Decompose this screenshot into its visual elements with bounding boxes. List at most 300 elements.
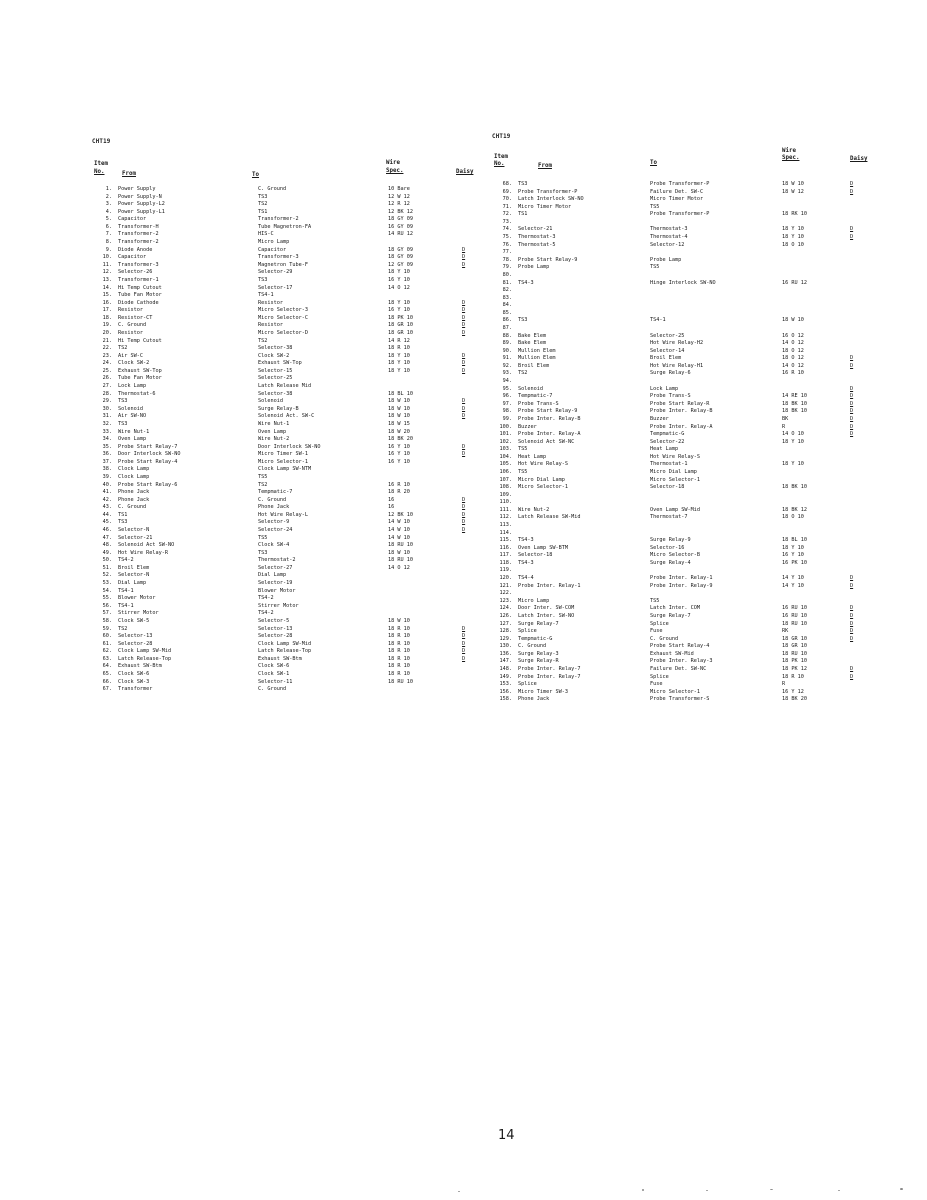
item-number: 44. bbox=[102, 511, 112, 518]
item-number: 21. bbox=[102, 337, 112, 344]
wire-spec-cell: R bbox=[782, 681, 786, 688]
table-row bbox=[92, 436, 482, 444]
item-number: 124. bbox=[499, 605, 512, 612]
item-number: 95. bbox=[502, 385, 512, 392]
from-cell: Hi Temp Cutout bbox=[118, 337, 162, 344]
item-number: 83. bbox=[502, 294, 512, 301]
item-number: 14. bbox=[102, 284, 112, 291]
daisy-cell: D bbox=[462, 246, 466, 253]
from-cell: Splice bbox=[518, 681, 537, 688]
to-cell: Surge Relay-9 bbox=[650, 537, 691, 544]
item-number: 121. bbox=[499, 582, 512, 589]
wire-spec-cell: 16 Y 10 bbox=[388, 458, 410, 465]
item-number: 102. bbox=[499, 438, 512, 445]
daisy-header: Daisy bbox=[850, 156, 868, 162]
to-cell: TS1 bbox=[258, 208, 268, 215]
to-cell: Blower Motor bbox=[258, 587, 296, 594]
item-number: 158. bbox=[499, 696, 512, 703]
page-number: 14 bbox=[498, 1128, 515, 1143]
from-cell: Phone Jack bbox=[118, 489, 150, 496]
item-number: 112. bbox=[499, 514, 512, 521]
to-cell: Dial Lamp bbox=[258, 572, 287, 579]
to-cell: Selector-38 bbox=[258, 390, 293, 397]
wire-spec-cell: 16 bbox=[388, 496, 395, 503]
item-number: 38. bbox=[102, 466, 112, 473]
item-number: 89. bbox=[502, 340, 512, 347]
to-cell: Selector-28 bbox=[258, 633, 293, 640]
to-cell: Hinge Interlock SW-NO bbox=[650, 279, 716, 286]
wire-spec-cell: 18 O 12 bbox=[782, 347, 804, 354]
daisy-header: Daisy bbox=[456, 169, 474, 175]
from-cell: Exhaust SW-Btm bbox=[118, 663, 162, 670]
from-cell: Probe Trans-S bbox=[518, 400, 559, 407]
item-number: 148. bbox=[499, 666, 512, 672]
table-row bbox=[492, 439, 892, 447]
to-cell: Hot Wire Relay-H2 bbox=[650, 340, 704, 347]
table-row bbox=[92, 527, 482, 535]
table-row bbox=[92, 550, 482, 558]
to-cell: Clock SW-4 bbox=[258, 542, 290, 549]
wire-spec-cell: 14 W 10 bbox=[388, 527, 410, 534]
to-cell: TS4-1 bbox=[650, 317, 666, 324]
table-header bbox=[492, 142, 892, 181]
daisy-cell: D bbox=[462, 360, 466, 367]
item-number: 87. bbox=[502, 324, 512, 331]
from-cell: Solenoid Act SW-NC bbox=[518, 438, 575, 445]
item-number: 46. bbox=[102, 527, 112, 534]
item-number: 73. bbox=[502, 218, 512, 225]
table-row bbox=[492, 454, 892, 462]
daisy-cell: D bbox=[462, 398, 466, 405]
wire-spec-cell: 18 RU 10 bbox=[388, 542, 413, 549]
to-cell: TS2 bbox=[258, 201, 268, 208]
daisy-cell: D bbox=[850, 355, 854, 362]
from-cell: Probe Inter. Relay-7 bbox=[518, 673, 581, 680]
to-cell: C. Ground bbox=[258, 496, 287, 503]
table-row bbox=[492, 666, 892, 674]
table-row bbox=[92, 618, 482, 626]
to-cell: Latch Release-Top bbox=[258, 648, 312, 655]
item-number: 42. bbox=[102, 496, 112, 503]
daisy-cell: D bbox=[462, 307, 466, 314]
from-cell: Phone Jack bbox=[518, 696, 550, 703]
wire-spec-cell: 18 Y 10 bbox=[388, 367, 410, 374]
item-number: 108. bbox=[499, 484, 512, 491]
to-cell: Transformer-3 bbox=[258, 254, 299, 261]
to-cell: Wire Nut-1 bbox=[258, 420, 290, 427]
from-cell: Probe Inter. Relay-B bbox=[518, 415, 581, 422]
daisy-cell: D bbox=[462, 254, 466, 261]
item-number: 149. bbox=[499, 673, 512, 680]
from-cell: Thermostat-5 bbox=[518, 241, 556, 248]
item-number: 35. bbox=[102, 443, 112, 450]
to-cell: Probe Trans-S bbox=[650, 393, 691, 400]
from-cell: Transformer-3 bbox=[118, 261, 159, 268]
table-row bbox=[492, 552, 892, 560]
wire-spec-cell: 18 R 10 bbox=[388, 671, 410, 677]
wire-header: Wire bbox=[782, 148, 796, 154]
daisy-cell: D bbox=[850, 415, 854, 422]
table-row bbox=[492, 567, 892, 575]
item-number: 90. bbox=[502, 347, 512, 354]
from-cell: Power Supply-L2 bbox=[118, 201, 165, 208]
from-cell: Hot Wire Relay-S bbox=[518, 461, 568, 468]
to-cell: TS3 bbox=[258, 193, 268, 200]
table-row bbox=[92, 209, 482, 217]
from-cell: Air SW-C bbox=[118, 352, 143, 359]
spec-header: Spec. bbox=[782, 155, 800, 161]
to-cell: Selector-18 bbox=[650, 484, 685, 491]
to-cell: TS5 bbox=[258, 534, 268, 541]
daisy-cell: D bbox=[850, 628, 854, 635]
item-number: 30. bbox=[102, 405, 112, 412]
item-number: 25. bbox=[102, 367, 112, 374]
table-row bbox=[92, 262, 482, 270]
table-row bbox=[492, 424, 892, 432]
daisy-cell: D bbox=[462, 648, 466, 655]
table-row bbox=[92, 413, 482, 421]
item-number: 2. bbox=[105, 193, 112, 200]
from-cell: Selector-N bbox=[118, 572, 150, 579]
table-row bbox=[492, 590, 892, 598]
table-row bbox=[492, 348, 892, 356]
wire-spec-cell: 16 Y 10 bbox=[782, 552, 804, 559]
to-cell: Selector-25 bbox=[650, 332, 685, 339]
wire-spec-cell: 16 RU 10 bbox=[782, 612, 807, 619]
wire-spec-cell: 16 bbox=[388, 504, 395, 511]
item-number: 91. bbox=[502, 355, 512, 362]
daisy-cell: D bbox=[462, 405, 466, 412]
from-cell: Probe Start Relay-6 bbox=[118, 481, 178, 488]
table-row bbox=[92, 497, 482, 505]
daisy-cell: D bbox=[462, 511, 466, 518]
table-row bbox=[92, 466, 482, 474]
table-row bbox=[92, 663, 482, 671]
from-cell: Stirrer Motor bbox=[118, 610, 159, 617]
wire-spec-cell: 16 Y 10 bbox=[388, 276, 410, 283]
item-number: 16. bbox=[102, 299, 112, 306]
item-number: 58. bbox=[102, 617, 112, 624]
item-number: 57. bbox=[102, 610, 112, 617]
item-number: 17. bbox=[102, 307, 112, 314]
daisy-cell: D bbox=[462, 299, 466, 306]
item-number: 1. bbox=[105, 186, 112, 192]
to-cell: Selector-11 bbox=[258, 678, 293, 685]
to-cell: TS4-2 bbox=[258, 610, 274, 617]
table-row bbox=[492, 401, 892, 409]
wire-spec-cell: 18 BK 20 bbox=[388, 436, 413, 443]
daisy-cell: D bbox=[462, 352, 466, 359]
to-cell: C. Ground bbox=[258, 686, 287, 693]
item-number: 71. bbox=[502, 203, 512, 210]
table-row bbox=[492, 378, 892, 386]
wire-spec-cell: 14 O 10 bbox=[782, 431, 804, 438]
from-cell: TS3 bbox=[518, 181, 528, 187]
to-cell: Hot Wire Relay-L bbox=[258, 511, 308, 518]
from-cell: C. Ground bbox=[518, 643, 547, 650]
table-row bbox=[492, 226, 892, 234]
wire-spec-cell: R bbox=[782, 423, 786, 430]
table-row bbox=[92, 656, 482, 664]
wire-spec-cell: 18 W 20 bbox=[388, 428, 410, 435]
daisy-cell: D bbox=[850, 635, 854, 642]
from-cell: TS2 bbox=[118, 625, 128, 632]
to-cell: TS3 bbox=[258, 549, 268, 556]
wire-spec-cell: 10 Bare bbox=[388, 186, 410, 192]
wire-spec-cell: 18 R 20 bbox=[388, 489, 410, 496]
daisy-cell: D bbox=[850, 423, 854, 430]
table-row bbox=[492, 272, 892, 280]
to-cell: Micro Selector-1 bbox=[258, 458, 308, 465]
item-number: 76. bbox=[502, 241, 512, 248]
table-row bbox=[492, 302, 892, 310]
item-number: 51. bbox=[102, 564, 112, 571]
table-row bbox=[92, 194, 482, 202]
daisy-cell: D bbox=[850, 393, 854, 400]
daisy-cell: D bbox=[462, 625, 466, 632]
from-cell: TS3 bbox=[118, 398, 128, 405]
from-cell: Selector-21 bbox=[118, 534, 153, 541]
wire-spec-cell: 18 W 10 bbox=[782, 181, 804, 187]
wire-spec-cell: 18 Y 10 bbox=[782, 226, 804, 233]
table-row bbox=[492, 522, 892, 530]
item-number: 34. bbox=[102, 436, 112, 443]
table-body bbox=[92, 186, 482, 694]
table-row bbox=[492, 658, 892, 666]
item-number: 27. bbox=[102, 383, 112, 390]
item-number: 7. bbox=[105, 231, 112, 238]
item-number: 41. bbox=[102, 489, 112, 496]
item-number: 55. bbox=[102, 595, 112, 602]
from-cell: Micro Lamp bbox=[518, 597, 550, 604]
from-cell: Clock SW-6 bbox=[118, 671, 150, 677]
from-cell: Resistor bbox=[118, 329, 143, 336]
table-row bbox=[92, 572, 482, 580]
from-cell: Clock Lamp bbox=[118, 466, 150, 473]
to-cell: Latch Inter. COM bbox=[650, 605, 700, 612]
to-cell: Stirrer Motor bbox=[258, 602, 299, 609]
item-number: 86. bbox=[502, 317, 512, 324]
from-cell: TS4-1 bbox=[118, 602, 134, 609]
from-cell: Heat Lamp bbox=[518, 453, 547, 460]
item-number: 114. bbox=[499, 529, 512, 536]
item-number: 3. bbox=[105, 201, 112, 208]
daisy-cell: D bbox=[850, 385, 854, 392]
scan-speck bbox=[900, 1188, 903, 1190]
from-cell: Wire Nut-2 bbox=[518, 506, 550, 513]
wire-spec-cell: 12 GY 09 bbox=[388, 261, 413, 268]
table-row bbox=[92, 186, 482, 194]
to-cell: Selector-29 bbox=[258, 269, 293, 276]
daisy-cell: D bbox=[850, 620, 854, 627]
table-row bbox=[492, 651, 892, 659]
table-row bbox=[92, 391, 482, 399]
table-row bbox=[92, 254, 482, 262]
to-cell: Tempmatic-G bbox=[650, 431, 685, 438]
wire-spec-cell: 18 GY 09 bbox=[388, 254, 413, 261]
from-cell: TS3 bbox=[118, 420, 128, 427]
wire-spec-cell: 18 GY 09 bbox=[388, 246, 413, 253]
table-row bbox=[492, 181, 892, 189]
to-cell: Surge Relay-B bbox=[258, 405, 299, 412]
to-cell: TS2 bbox=[258, 337, 268, 344]
table-row bbox=[492, 560, 892, 568]
to-cell: TS5 bbox=[650, 264, 660, 271]
item-number: 45. bbox=[102, 519, 112, 526]
item-number: 56. bbox=[102, 602, 112, 609]
item-number: 109. bbox=[499, 491, 512, 498]
left-wire-table bbox=[92, 138, 482, 694]
to-cell: Lock Lamp bbox=[650, 385, 679, 392]
from-cell: Mullion Elem bbox=[518, 347, 556, 354]
item-number: 12. bbox=[102, 269, 112, 276]
item-number: 147. bbox=[499, 658, 512, 665]
wire-spec-cell: 18 GR 10 bbox=[388, 322, 413, 329]
to-cell: TS5 bbox=[650, 597, 660, 604]
daisy-cell: D bbox=[462, 367, 466, 374]
daisy-cell: D bbox=[462, 655, 466, 662]
item-number: 99. bbox=[502, 415, 512, 422]
table-row bbox=[92, 292, 482, 300]
scan-speck bbox=[838, 1190, 840, 1191]
wire-spec-cell: 16 Y 10 bbox=[388, 307, 410, 314]
table-row bbox=[92, 565, 482, 573]
table-row bbox=[92, 444, 482, 452]
table-row bbox=[92, 641, 482, 649]
item-number: 13. bbox=[102, 276, 112, 283]
from-cell: Bake Elem bbox=[518, 332, 547, 339]
table-row bbox=[92, 231, 482, 239]
wire-spec-cell: 18 O 10 bbox=[782, 241, 804, 248]
from-cell: Selector-28 bbox=[118, 640, 153, 647]
table-row bbox=[92, 648, 482, 656]
from-cell: Surge Relay-3 bbox=[518, 650, 559, 657]
item-number: 32. bbox=[102, 420, 112, 427]
to-cell: Heat Lamp bbox=[650, 446, 679, 453]
from-cell: Probe Start Relay-9 bbox=[518, 408, 578, 415]
item-number: 128. bbox=[499, 628, 512, 635]
item-header: Item bbox=[494, 154, 508, 160]
item-number: 111. bbox=[499, 506, 512, 513]
wire-spec-cell: 18 R 10 bbox=[388, 625, 410, 632]
item-number: 54. bbox=[102, 587, 112, 594]
from-cell: Clock SW-5 bbox=[118, 617, 150, 624]
from-cell: Air SW-NO bbox=[118, 413, 147, 420]
from-cell: Clock SW-3 bbox=[118, 678, 150, 685]
wire-spec-cell: 18 RU 10 bbox=[388, 557, 413, 564]
to-cell: Buzzer bbox=[650, 415, 669, 422]
from-cell: Probe Inter. Relay-A bbox=[518, 431, 581, 438]
wire-spec-cell: 18 Y 10 bbox=[388, 269, 410, 276]
item-number: 11. bbox=[102, 261, 112, 268]
wire-spec-cell: 18 R 10 bbox=[388, 633, 410, 640]
item-number: 113. bbox=[499, 522, 512, 529]
to-cell: Selector-22 bbox=[650, 438, 685, 445]
item-number: 93. bbox=[502, 370, 512, 377]
to-cell: Hot Wire Relay-S bbox=[650, 453, 700, 460]
from-cell: TS4-3 bbox=[518, 279, 534, 286]
wire-spec-cell: 18 O 12 bbox=[782, 355, 804, 362]
table-row bbox=[492, 408, 892, 416]
to-cell: Selector-27 bbox=[258, 564, 293, 571]
table-row bbox=[492, 492, 892, 500]
to-cell: Micro Lamp bbox=[258, 239, 290, 246]
wire-spec-cell: 14 Y 10 bbox=[782, 582, 804, 589]
item-number: 88. bbox=[502, 332, 512, 339]
from-cell: TS2 bbox=[518, 370, 528, 377]
wire-spec-cell: 18 Y 10 bbox=[782, 438, 804, 445]
from-cell: Probe Start Relay-9 bbox=[518, 256, 578, 263]
to-cell: Oven Lamp SW-Mid bbox=[650, 506, 700, 513]
wire-spec-cell: 14 RU 12 bbox=[388, 231, 413, 238]
to-cell: Probe Start Relay-4 bbox=[650, 643, 710, 650]
wire-spec-cell: 18 RU 10 bbox=[782, 620, 807, 627]
table-row bbox=[92, 489, 482, 497]
item-number: 78. bbox=[502, 256, 512, 263]
wire-spec-cell: 14 R 12 bbox=[388, 337, 410, 344]
to-cell: HIS-C bbox=[258, 231, 274, 238]
item-number: 50. bbox=[102, 557, 112, 564]
item-number: 48. bbox=[102, 542, 112, 549]
wire-spec-cell: 18 GR 10 bbox=[782, 643, 807, 650]
item-number: 92. bbox=[502, 362, 512, 369]
table-row bbox=[92, 383, 482, 391]
table-row bbox=[492, 499, 892, 507]
table-row bbox=[92, 330, 482, 338]
wire-spec-cell: 12 R 12 bbox=[388, 201, 410, 208]
to-cell: Broil Elem bbox=[650, 355, 682, 362]
from-cell: Micro Timer SW-3 bbox=[518, 688, 568, 695]
table-row bbox=[492, 340, 892, 348]
table-row bbox=[92, 398, 482, 406]
daisy-cell: D bbox=[850, 666, 854, 672]
item-number: 130. bbox=[499, 643, 512, 650]
wire-spec-cell: 12 BK 10 bbox=[388, 511, 413, 518]
item-number: 116. bbox=[499, 544, 512, 551]
to-cell: Probe Transformer-P bbox=[650, 211, 710, 218]
table-row bbox=[492, 257, 892, 265]
from-cell: Power Supply-N bbox=[118, 193, 162, 200]
table-row bbox=[492, 507, 892, 515]
table-row bbox=[92, 482, 482, 490]
to-cell: Selector-12 bbox=[650, 241, 685, 248]
from-header: From bbox=[122, 171, 136, 177]
wire-spec-cell: 18 Y 10 bbox=[782, 544, 804, 551]
item-number: 22. bbox=[102, 345, 112, 352]
to-cell: Clock Lamp SW-Mid bbox=[258, 640, 312, 647]
daisy-cell: D bbox=[462, 329, 466, 336]
wire-spec-cell: 18 BK 10 bbox=[782, 408, 807, 415]
daisy-cell: D bbox=[462, 633, 466, 640]
wire-spec-cell: 16 Y 12 bbox=[782, 688, 804, 695]
item-number: 36. bbox=[102, 451, 112, 458]
scan-speck bbox=[770, 1189, 773, 1190]
from-cell: Wire Nut-1 bbox=[118, 428, 150, 435]
spec-header: Spec. bbox=[386, 168, 404, 174]
item-number: 84. bbox=[502, 302, 512, 309]
wire-spec-cell: 18 Y 10 bbox=[388, 360, 410, 367]
wire-spec-cell: 18 Y 10 bbox=[782, 461, 804, 468]
table-row bbox=[492, 333, 892, 341]
from-cell: Oven Lamp SW-BTM bbox=[518, 544, 568, 551]
table-row bbox=[92, 421, 482, 429]
to-cell: Thermostat-7 bbox=[650, 514, 688, 521]
item-number: 72. bbox=[502, 211, 512, 218]
item-number: 126. bbox=[499, 612, 512, 619]
daisy-cell: D bbox=[462, 261, 466, 268]
item-number: 79. bbox=[502, 264, 512, 271]
table-row bbox=[92, 338, 482, 346]
